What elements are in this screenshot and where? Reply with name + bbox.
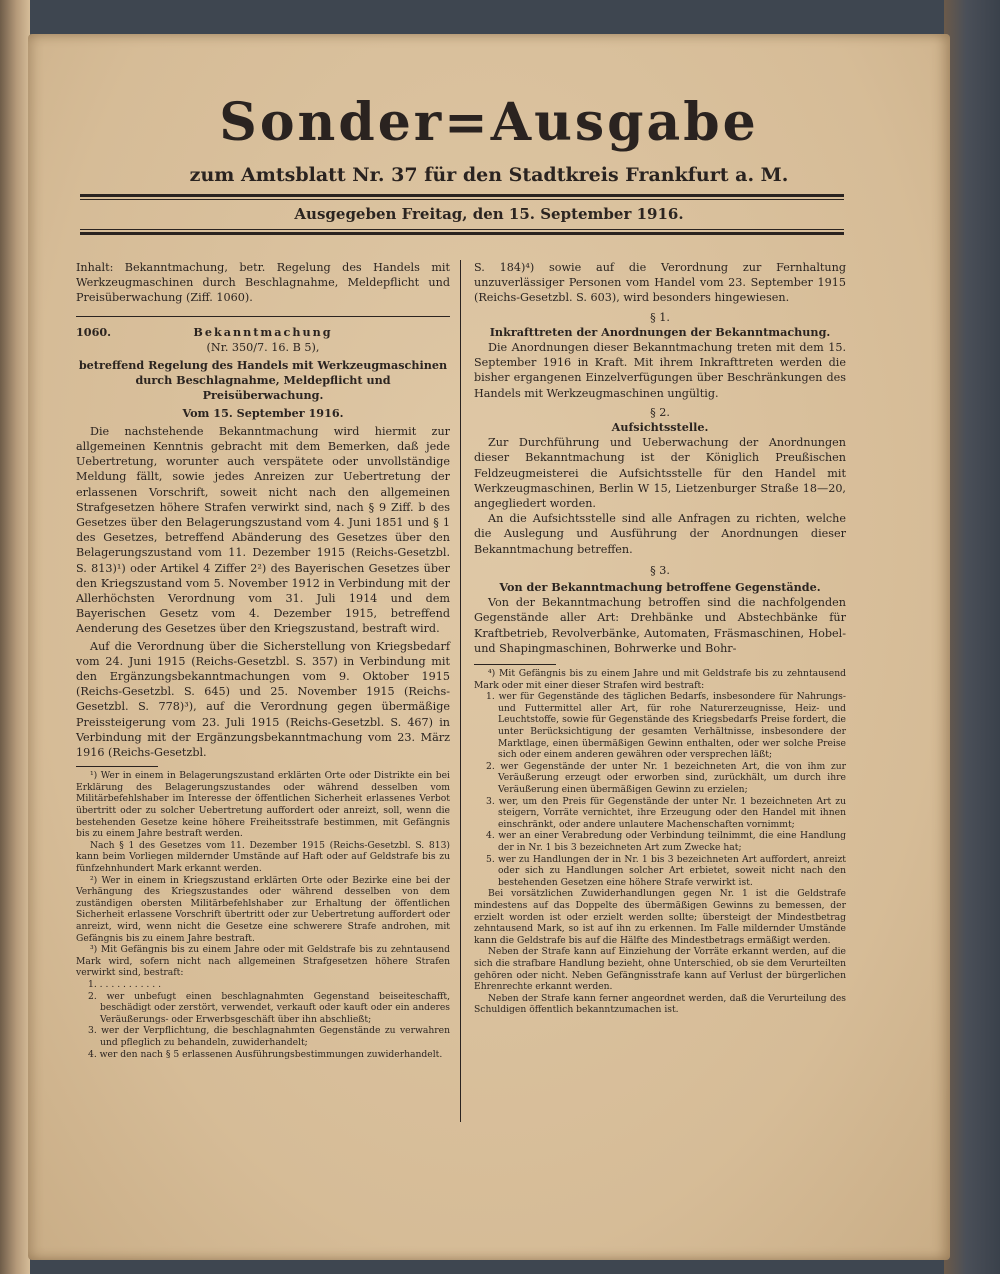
footnote-4-item: 1. wer für Gegenstände des täglichen Bedarfs, insbesondere für Nahrungs- und Futtermittel aller Art, für rohe Naturerzeugnisse, Heiz- und Leuchtstoffe, sowie für Gegenstände des Kriegsbedarfs Preise fordert, die unter Berücksichtigung der gesamten Verhältnisse, insbesondere der Marktlage, einen übermäßigen Gewinn enthalten, oder wer solche Preise sich oder einem anderen gewähren oder versprechen läßt; xyxy=(486,691,846,761)
footnote-4-para: Neben der Strafe kann ferner angeordnet werden, daß die Verurteilung des Schuldigen öffentlich bekanntzumachen ist. xyxy=(474,992,846,1016)
section-1-text: Die Anordnungen dieser Bekanntmachung treten mit dem 15. September 1916 in Kraft. Mit ihrem Inkrafttreten werden die bisher ergangenen Einzelverfügungen über Beschränkungen des Handels mit Werkzeugmaschinen ungültig. xyxy=(474,341,846,400)
binding-gutter xyxy=(0,0,30,1274)
section-3-text: Von der Bekanntmachung betroffen sind die nachfolgenden Gegenstände aller Art: Drehbänke und Abstechbänke für Kraftbetrieb, Revolverbänke, Automaten, Fräsmaschinen, Hobel- und Shapingmaschinen, Bohrwerke und Bohr- xyxy=(474,596,846,655)
bottom-rule-thin xyxy=(80,229,844,230)
footnote-3-item: 1. . . . . . . . . . . . xyxy=(88,978,162,990)
footnote-4-item: 5. wer zu Handlungen der in Nr. 1 bis 3 bezeichneten Art auffordert, anreizt oder sich zu Handlungen solcher Art erbietet, soweit nicht nach den bestehenden Gesetzen eine höhere Strafe verwirkt ist. xyxy=(486,853,846,888)
left-column xyxy=(76,260,450,1060)
section-1-number: § 1. xyxy=(650,310,670,324)
announcement-date: Vom 15. September 1916. xyxy=(182,405,344,420)
footnote-3: ³) Mit Gefängnis bis zu einem Jahre oder mit Geldstrafe bis zu zehntausend Mark wird, sofern nicht nach allgemeinen Strafgesetzen höhere Strafen verwirkt sind, bestraft: xyxy=(76,944,450,979)
footnote-2: ²) Wer in einem in Kriegszustand erklärten Orte oder Bezirke eine bei der Verhängung des Kriegszustandes oder während desselben von dem zuständigen obersten Militärbefehlshaber zur Erhaltung der öffentlichen Sicherheit erlassene Vorschrift übertritt oder zur Uebertretung auffordert oder anreizt, wird, wenn nicht die Gesetze eine schwerere Strafe androhen, mit Gefängnis bis zu einem Jahre bestraft. xyxy=(76,874,450,944)
announcement-number: 1060. xyxy=(76,324,112,339)
bottom-rule xyxy=(80,232,844,235)
announcement-header xyxy=(76,325,450,340)
book-spine xyxy=(944,0,1000,1274)
footnote-1b: Nach § 1 des Gesetzes vom 11. Dezember 1915 (Reichs-Gesetzbl. S. 813) kann beim Vorliegen mildernder Umstände auf Haft oder auf Geldstrafe bis zu fünfzehnhundert Mark erkannt werden. xyxy=(76,839,450,875)
table-of-contents: Inhalt: Bekanntmachung, betr. Regelung des Handels mit Werkzeugmaschinen durch Beschlagnahme, Meldepflicht und Preisüberwachung (Ziff. 1060). xyxy=(76,260,450,317)
announcement-para-2: Auf die Verordnung über die Sicherstellung von Kriegsbedarf vom 24. Juni 1915 (Reichs-Gesetzbl. S. 357) in Verbindung mit den Ergänzungsbekanntmachungen vom 9. Oktober 1915 (Reichs-Gesetzbl. S. 645) und 25. November 1915 (Reichs-Gesetzbl. S. 778)³), auf die Verordnung gegen übermäßige Preissteigerung vom 23. Juli 1915 (Reichs-Gesetzbl. S. 467) in Verbindung mit der Ergänzungsbekanntmachung vom 23. März 1916 (Reichs-Gesetzbl. xyxy=(76,639,450,760)
section-1-title: Inkrafttreten der Anordnungen der Bekanntmachung. xyxy=(489,324,831,339)
footnote-1: ¹) Wer in einem in Belagerungszustand erklärten Orte oder Distrikte ein bei Erklärung des Belagerungszustandes oder während desselben vom Militärbefehlshaber im Interesse der öffentlichen Sicherheit erlassenes Verbot übertritt oder zu solcher Uebertretung auffordert oder anreizt, soll, wenn die bestehenden Gesetze keine höhere Freiheitsstrafe bestimmen, mit Gefängnis bis zu einem Jahre bestraft werden. xyxy=(76,770,450,840)
footnote-separator-right xyxy=(474,664,556,665)
section-2-text: Zur Durchführung und Ueberwachung der Anordnungen dieser Bekanntmachung ist der Königlich Preußischen Feldzeugmeisterei die Aufsichtsstelle für den Handel mit Werkzeugmaschinen, Berlin W 15, Lietzenburger Straße 18—20, angegliedert worden. xyxy=(474,436,846,511)
top-rule xyxy=(80,194,844,197)
footnote-4-para: Bei vorsätzlichen Zuwiderhandlungen gegen Nr. 1 ist die Geldstrafe mindestens auf das Doppelte des übermäßigen Gewinns zu bemessen, der erzielt worden ist oder erzielt werden sollte; übersteigt der Mindestbetrag zehntausend Mark, so ist auf ihn zu erkennen. Im Falle mildernder Umstände kann die Geldstrafe bis auf die Hälfte des Mindestbetrags ermäßigt werden. xyxy=(474,888,846,946)
footnote-3-item: 3. wer der Verpflichtung, die beschlagnahmten Gegenstände zu verwahren und pfleglich zu behandeln, zuwiderhandelt; xyxy=(88,1025,450,1048)
section-2-number: § 2. xyxy=(650,405,670,419)
footnote-4-para: Neben der Strafe kann auf Einziehung der Vorräte erkannt werden, auf die sich die strafbare Handlung bezieht, ohne Unterschied, ob sie dem Verurteilten gehören oder nicht. Neben Gefängnisstrafe kann auf Verlust der bürgerlichen Ehrenrechte erkannt werden. xyxy=(474,946,846,993)
section-2-title: Aufsichtsstelle. xyxy=(611,420,709,435)
footnote-3-item: 4. wer den nach § 5 erlassenen Ausführungsbestimmungen zuwiderhandelt. xyxy=(88,1048,443,1060)
footnote-4: ⁴) Mit Gefängnis bis zu einem Jahre und mit Geldstrafe bis zu zehntausend Mark oder mit einer dieser Strafen wird bestraft: xyxy=(474,668,846,691)
masthead-title: Sonder=Ausgabe xyxy=(219,92,759,153)
announcement-para-1: Die nachstehende Bekanntmachung wird hiermit zur allgemeinen Kenntnis gebracht mit dem Bemerken, daß jede Uebertretung, worunter auch verspätete oder unvollständige Meldung fällt, sowie jedes Anreizen zur Uebertretung der erlassenen Vorschrift, soweit nicht nach den allgemeinen Strafgesetzen höhere Strafen verwirkt sind, nach § 9 Ziff. b des Gesetzes über den Belagerungszustand vom 4. Juni 1851 und § 1 des Gesetzes, betreffend Abänderung des Gesetzes über den Belagerungszustand vom 11. Dezember 1915 (Reichs-Gesetzbl. S. 813)¹) oder Artikel 4 Ziffer 2²) des Bayerischen Gesetzes über den Kriegszustand vom 5. November 1912 in Verbindung mit der Allerhöchsten Verordnung vom 31. Juli 1914 und dem Bayerischen Gesetz vom 4. Dezember 1915, betreffend Aenderung des Gesetzes über den Kriegszustand, bestraft wird. xyxy=(76,424,450,636)
right-column xyxy=(474,260,846,1016)
top-rule-thin xyxy=(80,199,844,200)
section-3-title: Von der Bekanntmachung betroffene Gegenstände. xyxy=(499,580,821,595)
issue-dateline: Ausgegeben Freitag, den 15. September 1916. xyxy=(294,205,684,223)
footnote-separator-left xyxy=(76,766,158,767)
announcement-subject: betreffend Regelung des Handels mit Werkzeugmaschinen durch Beschlagnahme, Meldepflicht und Preisüberwachung. xyxy=(78,358,448,403)
footnote-4-item: 3. wer, um den Preis für Gegenstände der unter Nr. 1 bezeichneten Art zu steigern, Vorräte vernichtet, ihre Erzeugung oder den Handel mit ihnen einschränkt, oder andere unlautere Machenschaften vornimmt; xyxy=(486,795,846,830)
footnotes-left xyxy=(76,770,450,1060)
document-page xyxy=(28,34,950,1260)
announcement-ref: (Nr. 350/7. 16. B 5), xyxy=(206,340,320,354)
announcement-heading: Bekanntmachung xyxy=(193,324,333,339)
footnote-3-item: 2. wer unbefugt einen beschlagnahmten Gegenstand beiseiteschafft, beschädigt oder zerstört, verwendet, verkauft oder kauft oder ein anderes Veräußerungs- oder Erwerbsgeschäft über ihn abschließt; xyxy=(88,990,450,1025)
section-2-text-2: An die Aufsichtsstelle sind alle Anfragen zu richten, welche die Auslegung und Ausführung der Anordnungen dieser Bekanntmachung betreffen. xyxy=(474,512,846,556)
footnote-4-item: 4. wer an einer Verabredung oder Verbindung teilnimmt, die eine Handlung der in Nr. 1 bis 3 bezeichneten Art zum Zwecke hat; xyxy=(486,830,846,853)
column-divider xyxy=(460,260,461,1122)
footnotes-right xyxy=(474,668,846,1016)
footnote-4-item: 2. wer Gegenstände der unter Nr. 1 bezeichneten Art, die von ihm zur Veräußerung erzeugt oder erworben sind, zurückhält, um durch ihre Veräußerung einen übermäßigen Gewinn zu erzielen; xyxy=(486,760,846,796)
announcement-para-2-cont: S. 184)⁴) sowie auf die Verordnung zur Fernhaltung unzuverlässiger Personen vom Handel vom 23. September 1915 (Reichs-Gesetzbl. S. 603), wird besonders hingewiesen. xyxy=(474,261,846,305)
masthead-subtitle: zum Amtsblatt Nr. 37 für den Stadtkreis Frankfurt a. M. xyxy=(189,164,789,186)
section-3-number: § 3. xyxy=(650,563,670,577)
